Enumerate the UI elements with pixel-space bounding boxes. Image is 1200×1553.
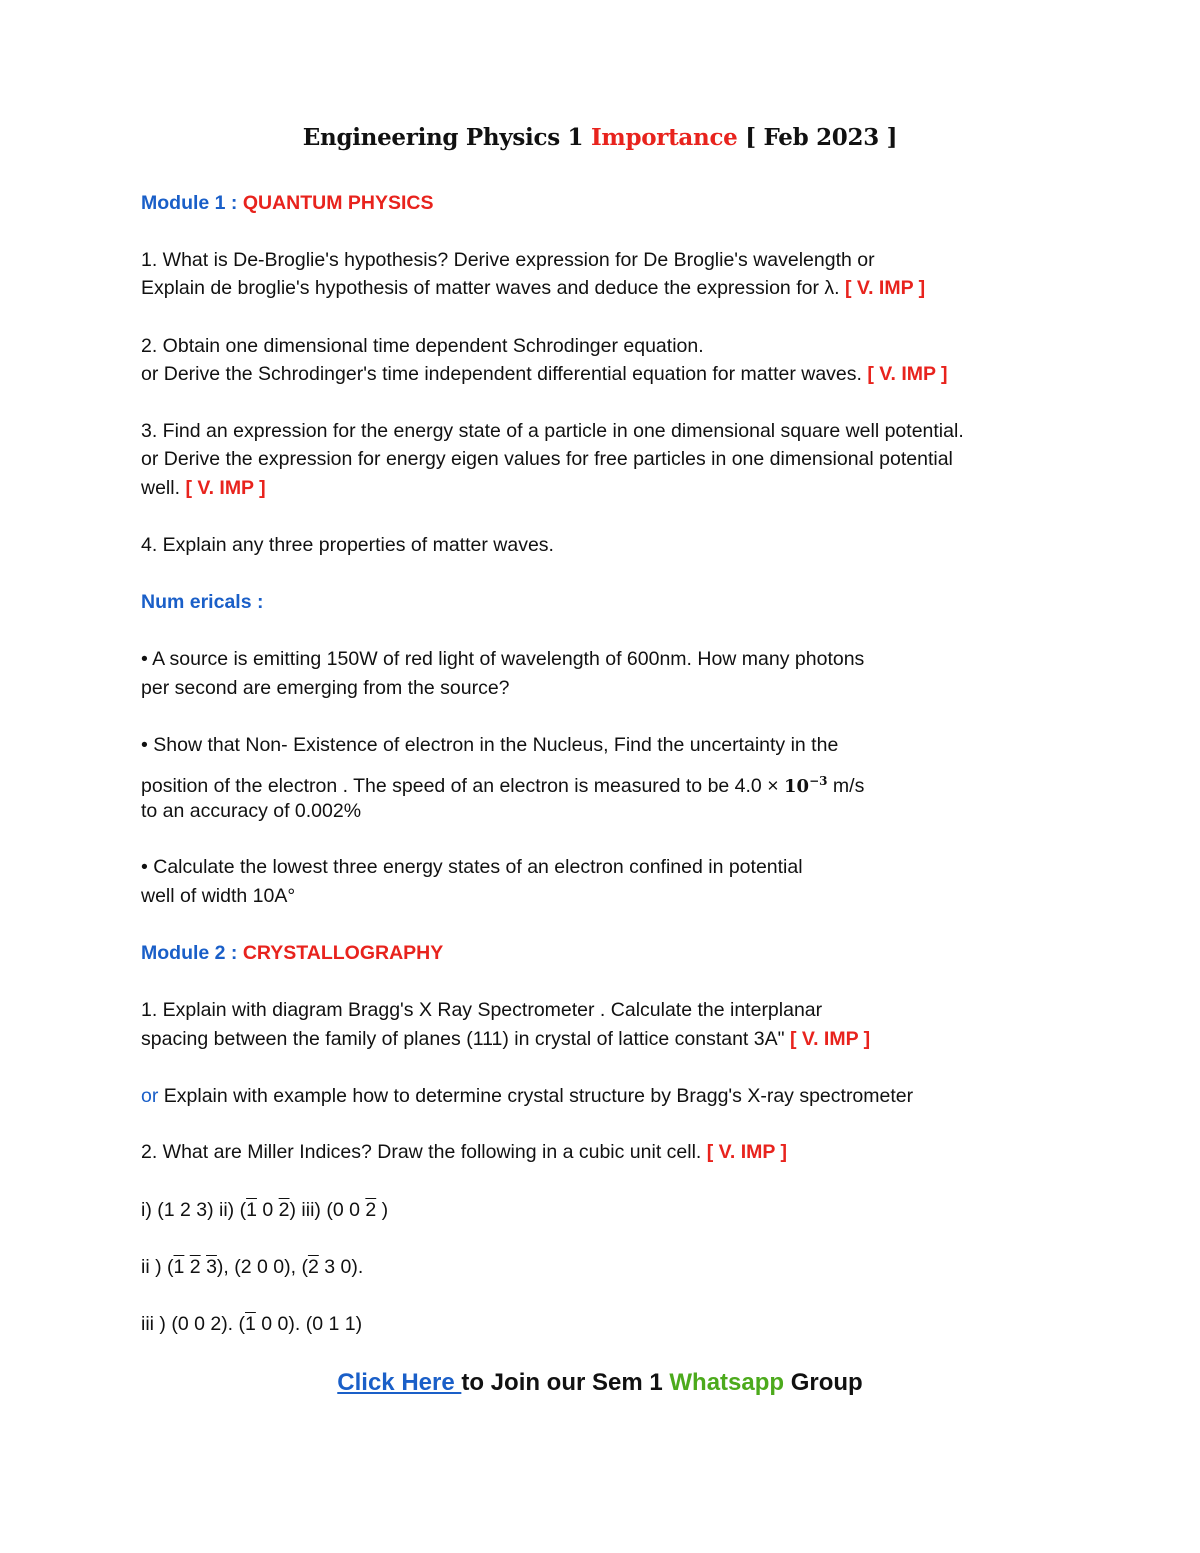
sci-notation bbox=[784, 776, 827, 797]
m1-q1-line1: 1. What is De-Broglie's hypothesis? Derive expression for De Broglie's wavelength or bbox=[141, 249, 875, 271]
module2-label: Module 2 : bbox=[141, 942, 243, 964]
miller-row-2 bbox=[141, 1255, 363, 1279]
m1-q3-text: well. bbox=[141, 477, 186, 499]
m2-q1-line1: 1. Explain with diagram Bragg's X Ray Spectrometer . Calculate the interplanar bbox=[141, 999, 823, 1021]
miller-bar-digit: 2 bbox=[307, 1256, 319, 1278]
or-word: or bbox=[141, 1085, 159, 1107]
miller-text: 0 bbox=[256, 1199, 279, 1221]
m1-q2-line2 bbox=[141, 362, 948, 386]
title-date: [ Feb 2023 ] bbox=[737, 124, 898, 151]
m2-q1-alt bbox=[141, 1084, 913, 1108]
imp-tag: [ V. IMP ] bbox=[867, 363, 948, 385]
n2-line2 bbox=[141, 769, 864, 799]
sci-base: 10 bbox=[784, 776, 810, 797]
m1-q2-line1: 2. Obtain one dimensional time dependent Schrodinger equation. bbox=[141, 335, 704, 357]
miller-bar-digit: 1 bbox=[245, 1313, 256, 1335]
n2-text-a: position of the electron . The speed of an electron is measured to be 4.0 × bbox=[141, 775, 785, 797]
m2-q2-line1 bbox=[141, 1140, 787, 1164]
module2-name: CRYSTALLOGRAPHY bbox=[242, 942, 444, 964]
m2-q2-text: 2. What are Miller Indices? Draw the following in a cubic unit cell. bbox=[141, 1141, 707, 1163]
m1-q3-line3 bbox=[141, 476, 266, 500]
module2-heading bbox=[141, 941, 443, 965]
imp-tag: [ V. IMP ] bbox=[844, 277, 926, 299]
click-here-link[interactable]: Click Here bbox=[337, 1369, 462, 1396]
m2-q1-text: spacing between the family of planes (111) in crystal of lattice constant 3A" bbox=[141, 1028, 790, 1050]
cta-text1: to Join our Sem 1 bbox=[461, 1369, 670, 1396]
miller-text: i) (1 2 3) ii) ( bbox=[141, 1199, 247, 1221]
miller-text: ) bbox=[376, 1199, 389, 1221]
n3-line1: • Calculate the lowest three energy states of an electron confined in potential bbox=[141, 856, 803, 878]
module1-label: Module 1 : bbox=[141, 192, 243, 214]
miller-bar-digit: 2 bbox=[365, 1199, 377, 1221]
n3-line2: well of width 10A° bbox=[141, 885, 296, 907]
miller-text: iii ) (0 0 2). ( bbox=[141, 1313, 246, 1335]
title-part1: Engineering Physics 1 bbox=[302, 124, 591, 151]
m1-q3-line1: 3. Find an expression for the energy state of a particle in one dimensional square well potential. bbox=[141, 420, 964, 442]
imp-tag: [ V. IMP ] bbox=[789, 1028, 871, 1050]
m1-q3-line2: or Derive the expression for energy eigen values for free particles in one dimensional potential bbox=[141, 448, 953, 470]
miller-bar-digit: 3 bbox=[206, 1256, 217, 1278]
m1-q2-text: or Derive the Schrodinger's time independent differential equation for matter waves. bbox=[141, 363, 868, 385]
miller-text: 3 0). bbox=[318, 1256, 364, 1278]
whatsapp-cta bbox=[0, 1369, 1200, 1397]
miller-text: 0 0). (0 1 1) bbox=[255, 1313, 363, 1335]
title-importance: Importance bbox=[590, 124, 738, 151]
miller-bar-digit: 1 bbox=[173, 1256, 185, 1278]
miller-bar-digit: 2 bbox=[278, 1199, 290, 1221]
m1-q1-text: Explain de broglie's hypothesis of matter waves and deduce the expression for λ. bbox=[141, 277, 845, 299]
m2-q1-line2 bbox=[141, 1027, 870, 1051]
m1-q1-line2 bbox=[141, 276, 925, 300]
cta-text2: Group bbox=[784, 1369, 863, 1396]
miller-bar-digit: 2 bbox=[189, 1256, 201, 1278]
sci-exponent: −3 bbox=[809, 774, 828, 788]
m2-q1-alt-text: Explain with example how to determine crystal structure by Bragg's X-ray spectrometer bbox=[158, 1085, 914, 1107]
n2-line1: • Show that Non- Existence of electron in the Nucleus, Find the uncertainty in the bbox=[141, 734, 839, 756]
numericals-heading: Num ericals : bbox=[141, 591, 264, 613]
module1-heading bbox=[141, 191, 434, 215]
module1-name: QUANTUM PHYSICS bbox=[242, 192, 434, 214]
imp-tag: [ V. IMP ] bbox=[185, 477, 266, 499]
miller-bar-digit: 1 bbox=[246, 1199, 257, 1221]
n1-line1: • A source is emitting 150W of red light of wavelength of 600nm. How many photons bbox=[141, 648, 865, 670]
imp-tag: [ V. IMP ] bbox=[706, 1141, 787, 1163]
miller-row-3 bbox=[141, 1312, 362, 1336]
miller-text: ) iii) (0 0 bbox=[289, 1199, 366, 1221]
n2-line3: to an accuracy of 0.002% bbox=[141, 800, 362, 822]
miller-text: ii ) ( bbox=[141, 1256, 174, 1278]
page-title bbox=[0, 124, 1200, 151]
miller-row-1 bbox=[141, 1198, 388, 1222]
n1-line2: per second are emerging from the source? bbox=[141, 677, 510, 699]
n2-text-b: m/s bbox=[827, 775, 865, 797]
miller-text: ), (2 0 0), ( bbox=[216, 1256, 308, 1278]
m1-q4-line1: 4. Explain any three properties of matter waves. bbox=[141, 534, 554, 556]
cta-whatsapp: Whatsapp bbox=[669, 1369, 785, 1396]
